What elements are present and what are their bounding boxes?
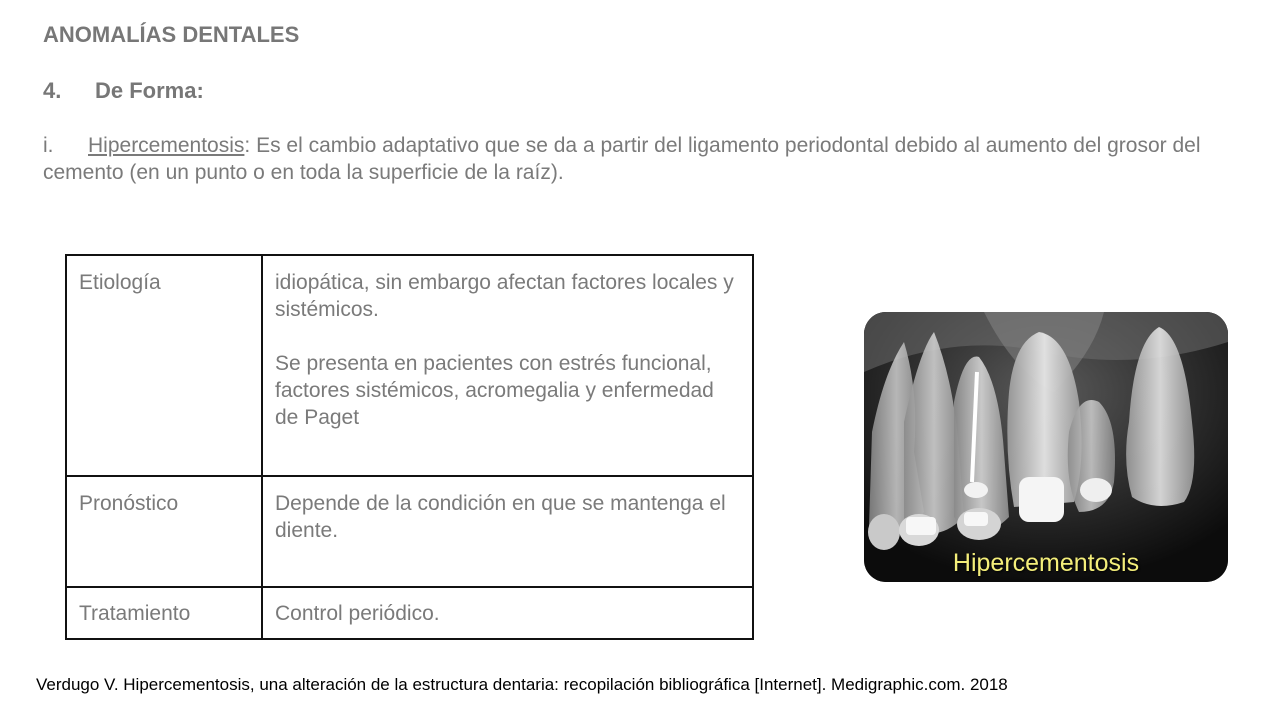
row-label: Pronóstico (66, 476, 262, 587)
row-label: Tratamiento (66, 587, 262, 639)
row-paragraph: Depende de la condición en que se mantenga el diente. (275, 492, 726, 542)
row-paragraph: Se presenta en pacientes con estrés funcional, factores sistémicos, acromegalia y enfermedad de Paget (275, 352, 714, 429)
definition-paragraph (43, 132, 1233, 186)
xray-caption: Hipercementosis (952, 549, 1140, 577)
section-number: 4. (43, 78, 62, 103)
row-content (262, 255, 753, 476)
row-content (262, 587, 753, 639)
row-content (262, 476, 753, 587)
section-heading (43, 78, 204, 104)
row-label: Etiología (66, 255, 262, 476)
section-label: De Forma: (95, 78, 204, 103)
citation: Verdugo V. Hipercementosis, una alteración de la estructura dentaria: recopilación bibliográfica [Internet]. Medigraphic.com. 2018 (36, 675, 1008, 694)
definition-term: Hipercementosis (88, 134, 245, 157)
definition-numeral: i. (43, 134, 54, 157)
page-title: ANOMALÍAS DENTALES (43, 22, 300, 47)
table-row-tratamiento (66, 587, 753, 639)
table-row-etiologia (66, 255, 753, 476)
definition-text: : Es el cambio adaptativo que se da a partir del ligamento periodontal debido al aumento del grosor del cemento (en un punto o en toda la superficie de la raíz). (43, 134, 1201, 184)
xray-image (864, 312, 1228, 582)
xray-illustration (864, 312, 1228, 582)
row-paragraph: idiopática, sin embargo afectan factores locales y sistémicos. (275, 271, 734, 321)
table-row-pronostico (66, 476, 753, 587)
info-table (65, 254, 754, 640)
row-paragraph: Control periódico. (275, 602, 440, 625)
